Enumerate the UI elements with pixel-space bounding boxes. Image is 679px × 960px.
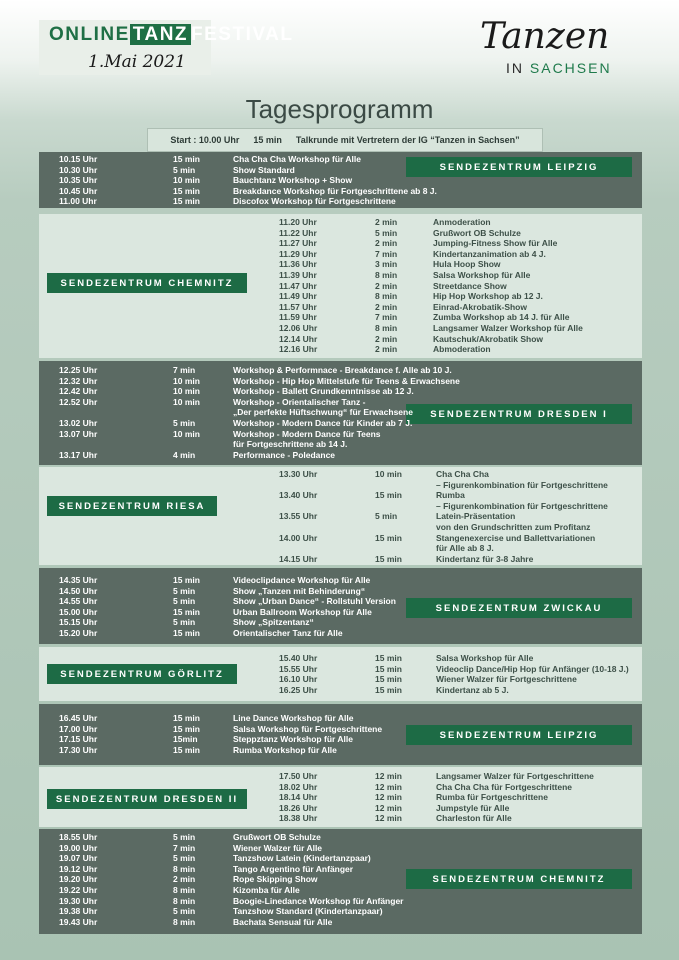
schedule-title: Langsamer Walzer für Fortgeschrittene [436,771,594,781]
schedule-time: 13.02 Uhr [59,418,98,428]
schedule-duration: 12 min [375,802,402,813]
logo-festival-text: FESTIVAL [191,24,294,45]
schedule-duration: 5 min [173,418,196,428]
schedule-duration: 5 min [375,227,398,238]
schedule-time: 19.22 Uhr [59,885,98,895]
schedule-duration: 2 min [375,344,398,355]
schedule-duration: 15 min [375,653,402,663]
schedule-time: 19.30 Uhr [59,895,98,906]
schedule-time: 18.02 Uhr [279,781,318,792]
schedule-duration: 15 min [375,674,402,685]
schedule-title: Einrad-Akrobatik-Show [433,301,527,312]
schedule-section [39,361,642,465]
schedule-time: 11.47 Uhr [279,280,317,291]
schedule-title: Show „Spitzentanz“ [233,617,314,628]
schedule-title: Steppztanz Workshop für Alle [233,734,353,745]
schedule-time: 12.32 Uhr [59,375,98,386]
schedule-title: Kindertanzanimation ab 4 J. [433,248,546,259]
schedule-time: 11.29 Uhr [279,248,317,259]
schedule-time: 15.15 Uhr [59,617,98,628]
schedule-title: Streetdance Show [433,280,507,291]
schedule-time: 18.38 Uhr [279,813,318,824]
schedule-duration: 5 min [375,511,398,522]
schedule-duration: 15 min [173,713,200,723]
schedule-time: 17.50 Uhr [279,771,318,781]
schedule-duration: 15min [173,734,198,745]
start-duration: 15 min [253,135,282,145]
schedule-time: 12.25 Uhr [59,365,98,375]
schedule-duration: 10 min [173,386,200,397]
schedule-time: 14.55 Uhr [59,596,98,607]
start-text: Talkrunde mit Vertretern der IG “Tanzen in Sachsen” [295,135,520,145]
schedule-duration: 7 min [375,312,398,323]
schedule-section [39,704,642,765]
sendezentrum-badge: SENDEZENTRUM ZWICKAU [406,598,632,618]
schedule-time: 10.15 Uhr [59,154,98,164]
schedule-title: Salsa Workshop für Alle [436,653,534,663]
schedule-title: Tanzshow Latein (Kindertanzpaar) [233,853,371,864]
schedule-time: 12.42 Uhr [59,386,98,397]
schedule-duration: 8 min [375,291,398,302]
schedule-title: Anmoderation [433,217,491,227]
schedule-duration: 2 min [375,217,398,227]
schedule-title: Tanzshow Standard (Kindertanzpaar) [233,906,383,917]
schedule-title: Abmoderation [433,344,491,355]
schedule-duration: 15 min [173,575,200,585]
schedule-duration: 10 min [173,175,200,186]
schedule-title: Orientalischer Tanz für Alle [233,628,343,638]
schedule-duration: 15 min [375,553,402,564]
sendezentrum-badge: SENDEZENTRUM RIESA [47,496,217,516]
schedule-duration: 15 min [173,723,200,734]
schedule-duration: 15 min [173,606,200,617]
schedule-time: 19.07 Uhr [59,853,98,864]
schedule-time: 11.39 Uhr [279,270,317,280]
schedule-time: 11.27 Uhr [279,238,317,249]
schedule-title: Rumba Workshop für Alle [233,744,337,755]
schedule-title: Kizomba für Alle [233,885,300,895]
schedule-title: Boogie-Linedance Workshop für Anfänger [233,895,404,906]
schedule-time: 14.00 Uhr [279,532,318,543]
schedule-duration: 5 min [173,585,196,596]
schedule-title: Wiener Walzer für Alle [233,842,323,853]
schedule-title: Hip Hop Workshop ab 12 J. [433,291,543,302]
sendezentrum-badge: SENDEZENTRUM LEIPZIG [406,157,632,177]
schedule-duration: 15 min [375,663,402,674]
schedule-title: Workshop - Modern Dance für Teens [233,428,381,439]
schedule-time: 12.14 Uhr [279,333,318,344]
schedule-title: Cha Cha Cha für Fortgeschrittene [436,781,573,792]
schedule-title: Show „Urban Dance“ - Rollstuhl Version [233,596,396,607]
schedule-duration: 5 min [173,906,196,917]
schedule-duration: 10 min [375,469,402,479]
schedule-duration: 8 min [173,916,196,927]
schedule-title: Salsa Workshop für Fortgeschrittene [233,723,383,734]
schedule-title: Workshop - Ballett Grundkenntnisse ab 12 J. [233,386,414,397]
schedule-duration: 7 min [375,248,398,259]
schedule-time: 15.40 Uhr [279,653,318,663]
schedule-title: Kindertanz ab 5 J. [436,684,509,695]
schedule-time: 19.00 Uhr [59,842,98,853]
schedule-duration: 15 min [173,185,200,196]
schedule-title: Salsa Workshop für Alle [433,270,531,280]
sendezentrum-badge: SENDEZENTRUM GÖRLITZ [47,664,237,684]
schedule-title: Discofox Workshop für Fortgeschrittene [233,196,396,207]
schedule-title: Workshop - Hip Hop Mittelstufe für Teens & Erwachsene [233,375,460,386]
brand-logo-title: Tanzen [480,16,610,57]
schedule-time: 13.17 Uhr [59,449,98,460]
schedule-time: 10.30 Uhr [59,164,98,175]
schedule-title: für Fortgeschrittene ab 14 J. [233,439,348,450]
schedule-section [39,152,642,208]
schedule-title: Stangenexercise und Ballettvariationen [436,532,596,543]
schedule-title: Videoclip Dance/Hip Hop für Anfänger (10-18 J.) [436,663,629,674]
schedule-time: 18.55 Uhr [59,832,98,842]
schedule-duration: 5 min [173,617,196,628]
schedule-time: 15.20 Uhr [59,628,98,638]
schedule-time: 12.52 Uhr [59,396,98,407]
brand-region-text: SACHSEN [529,60,612,76]
schedule-time: 10.45 Uhr [59,185,98,196]
schedule-title: Charleston für Alle [436,813,512,824]
schedule-title: von den Grundschritten zum Profitanz [436,522,591,532]
schedule-title: Show Standard [233,164,295,175]
sendezentrum-badge: SENDEZENTRUM DRESDEN I [406,404,632,424]
schedule-duration: 15 min [173,196,200,207]
schedule-duration: 15 min [375,684,402,695]
schedule-time: 15.00 Uhr [59,606,98,617]
schedule-duration: 12 min [375,781,402,792]
page-title: Tagesprogramm [245,94,434,124]
schedule-duration: 2 min [375,280,398,291]
schedule-time: 10.35 Uhr [59,175,98,186]
schedule-time: 19.12 Uhr [59,863,98,874]
schedule-duration: 4 min [173,449,196,460]
schedule-time: 18.14 Uhr [279,792,318,803]
schedule-duration: 5 min [173,164,196,175]
schedule-time: 11.49 Uhr [279,291,317,302]
schedule-title: Bauchtanz Workshop + Show [233,175,353,186]
sendezentrum-badge: SENDEZENTRUM CHEMNITZ [406,869,632,889]
schedule-title: für Alle ab 8 J. [436,543,494,554]
schedule-title: – Figurenkombination für Fortgeschrittene [436,479,608,490]
schedule-duration: 7 min [173,365,196,375]
schedule-title: Videoclipdance Workshop für Alle [233,575,371,585]
schedule-duration: 12 min [375,792,402,803]
schedule-duration: 5 min [173,853,196,864]
schedule-duration: 2 min [173,874,196,885]
schedule-time: 12.16 Uhr [279,344,318,355]
schedule-time: 13.07 Uhr [59,428,98,439]
schedule-duration: 8 min [173,863,196,874]
schedule-duration: 2 min [375,238,398,249]
schedule-title: Workshop - Modern Dance für Kinder ab 7 J. [233,418,413,428]
schedule-duration: 15 min [173,154,200,164]
schedule-title: Rumba [436,490,465,501]
schedule-time: 16.45 Uhr [59,713,98,723]
schedule-time: 16.25 Uhr [279,684,318,695]
schedule-title: Cha Cha Cha Workshop für Alle [233,154,361,164]
schedule-section [39,467,642,565]
schedule-duration: 10 min [173,396,200,407]
start-time: Start : 10.00 Uhr [170,135,240,145]
schedule-time: 18.26 Uhr [279,802,318,813]
logo-tanz-text: TANZ [130,24,191,45]
schedule-duration: 15 min [173,628,200,638]
schedule-title: Hula Hoop Show [433,259,501,270]
schedule-duration: 12 min [375,771,402,781]
festival-date: 1.Mai 2021 [88,52,186,72]
schedule-time: 14.15 Uhr [279,553,318,564]
schedule-duration: 2 min [375,301,398,312]
schedule-title: Wiener Walzer für Fortgeschrittene [436,674,577,685]
schedule-time: 13.30 Uhr [279,469,318,479]
schedule-title: Grußwort OB Schulze [433,227,521,238]
schedule-title: Kindertanz für 3-8 Jahre [436,553,534,564]
schedule-time: 13.40 Uhr [279,490,318,501]
schedule-duration: 12 min [375,813,402,824]
schedule-time: 11.59 Uhr [279,312,317,323]
schedule-title: Line Dance Workshop für Alle [233,713,354,723]
schedule-time: 16.10 Uhr [279,674,318,685]
schedule-title: Urban Ballroom Workshop für Alle [233,606,372,617]
schedule-title: Performance - Poledance [233,449,336,460]
schedule-title: Breakdance Workshop für Fortgeschrittene ab 8 J. [233,185,437,196]
schedule-time: 17.30 Uhr [59,744,98,755]
schedule-duration: 8 min [173,895,196,906]
schedule-time: 14.50 Uhr [59,585,98,596]
schedule-duration: 8 min [173,885,196,895]
schedule-time: 11.00 Uhr [59,196,97,207]
schedule-title: Rumba für Fortgeschrittene [436,792,548,803]
schedule-title: Show „Tanzen mit Behinderung“ [233,585,366,596]
schedule-title: – Figurenkombination für Fortgeschrittene [436,500,608,511]
start-bar [147,128,543,152]
schedule-time: 19.43 Uhr [59,916,98,927]
schedule-title: Latein-Präsentation [436,511,516,522]
schedule-time: 11.22 Uhr [279,227,317,238]
logo-online-text: ONLINE [49,24,130,45]
festival-logo [49,24,293,46]
schedule-time: 19.20 Uhr [59,874,98,885]
schedule-section [39,829,642,934]
schedule-duration: 10 min [173,375,200,386]
schedule-time: 17.00 Uhr [59,723,98,734]
schedule-duration: 15 min [375,490,402,501]
schedule-time: 12.06 Uhr [279,323,318,333]
schedule-title: Workshop & Performnace - Breakdance f. Alle ab 10 J. [233,365,452,375]
schedule-title: Jumping-Fitness Show für Alle [433,238,558,249]
schedule-section [39,767,642,827]
schedule-title: Bachata Sensual für Alle [233,916,333,927]
schedule-title: Kautschuk/Akrobatik Show [433,333,544,344]
schedule-time: 14.35 Uhr [59,575,98,585]
schedule-duration: 3 min [375,259,398,270]
schedule-duration: 5 min [173,596,196,607]
schedule-duration: 10 min [173,428,200,439]
schedule-section [39,568,642,644]
schedule-title: Workshop - Orientalischer Tanz - [233,396,366,407]
schedule-duration: 8 min [375,270,398,280]
schedule-duration: 8 min [375,323,398,333]
schedule-time: 11.20 Uhr [279,217,317,227]
schedule-duration: 15 min [173,744,200,755]
schedule-section [39,647,642,701]
schedule-time: 19.38 Uhr [59,906,98,917]
schedule-duration: 5 min [173,832,196,842]
schedule-title: Rope Skipping Show [233,874,318,885]
schedule-title: Grußwort OB Schulze [233,832,321,842]
schedule-time: 17.15 Uhr [59,734,98,745]
sendezentrum-badge: SENDEZENTRUM DRESDEN II [47,789,247,809]
schedule-title: Cha Cha Cha [436,469,489,479]
schedule-section [39,214,642,358]
brand-logo-subtitle [506,60,612,76]
schedule-duration: 7 min [173,842,196,853]
schedule-time: 13.55 Uhr [279,511,318,522]
schedule-duration: 15 min [375,532,402,543]
schedule-duration: 2 min [375,333,398,344]
schedule-time: 15.55 Uhr [279,663,318,674]
schedule-title: „Der perfekte Hüftschwung“ für Erwachsene [233,407,413,418]
schedule-time: 11.57 Uhr [279,301,317,312]
schedule-title: Zumba Workshop ab 14 J. für Alle [433,312,570,323]
brand-in-text: IN [506,60,524,76]
sendezentrum-badge: SENDEZENTRUM LEIPZIG [406,725,632,745]
schedule-time: 11.36 Uhr [279,259,317,270]
schedule-title: Jumpstyle für Alle [436,802,510,813]
schedule-title: Langsamer Walzer Workshop für Alle [433,323,583,333]
schedule-title: Tango Argentino für Anfänger [233,863,354,874]
sendezentrum-badge: SENDEZENTRUM CHEMNITZ [47,273,247,293]
